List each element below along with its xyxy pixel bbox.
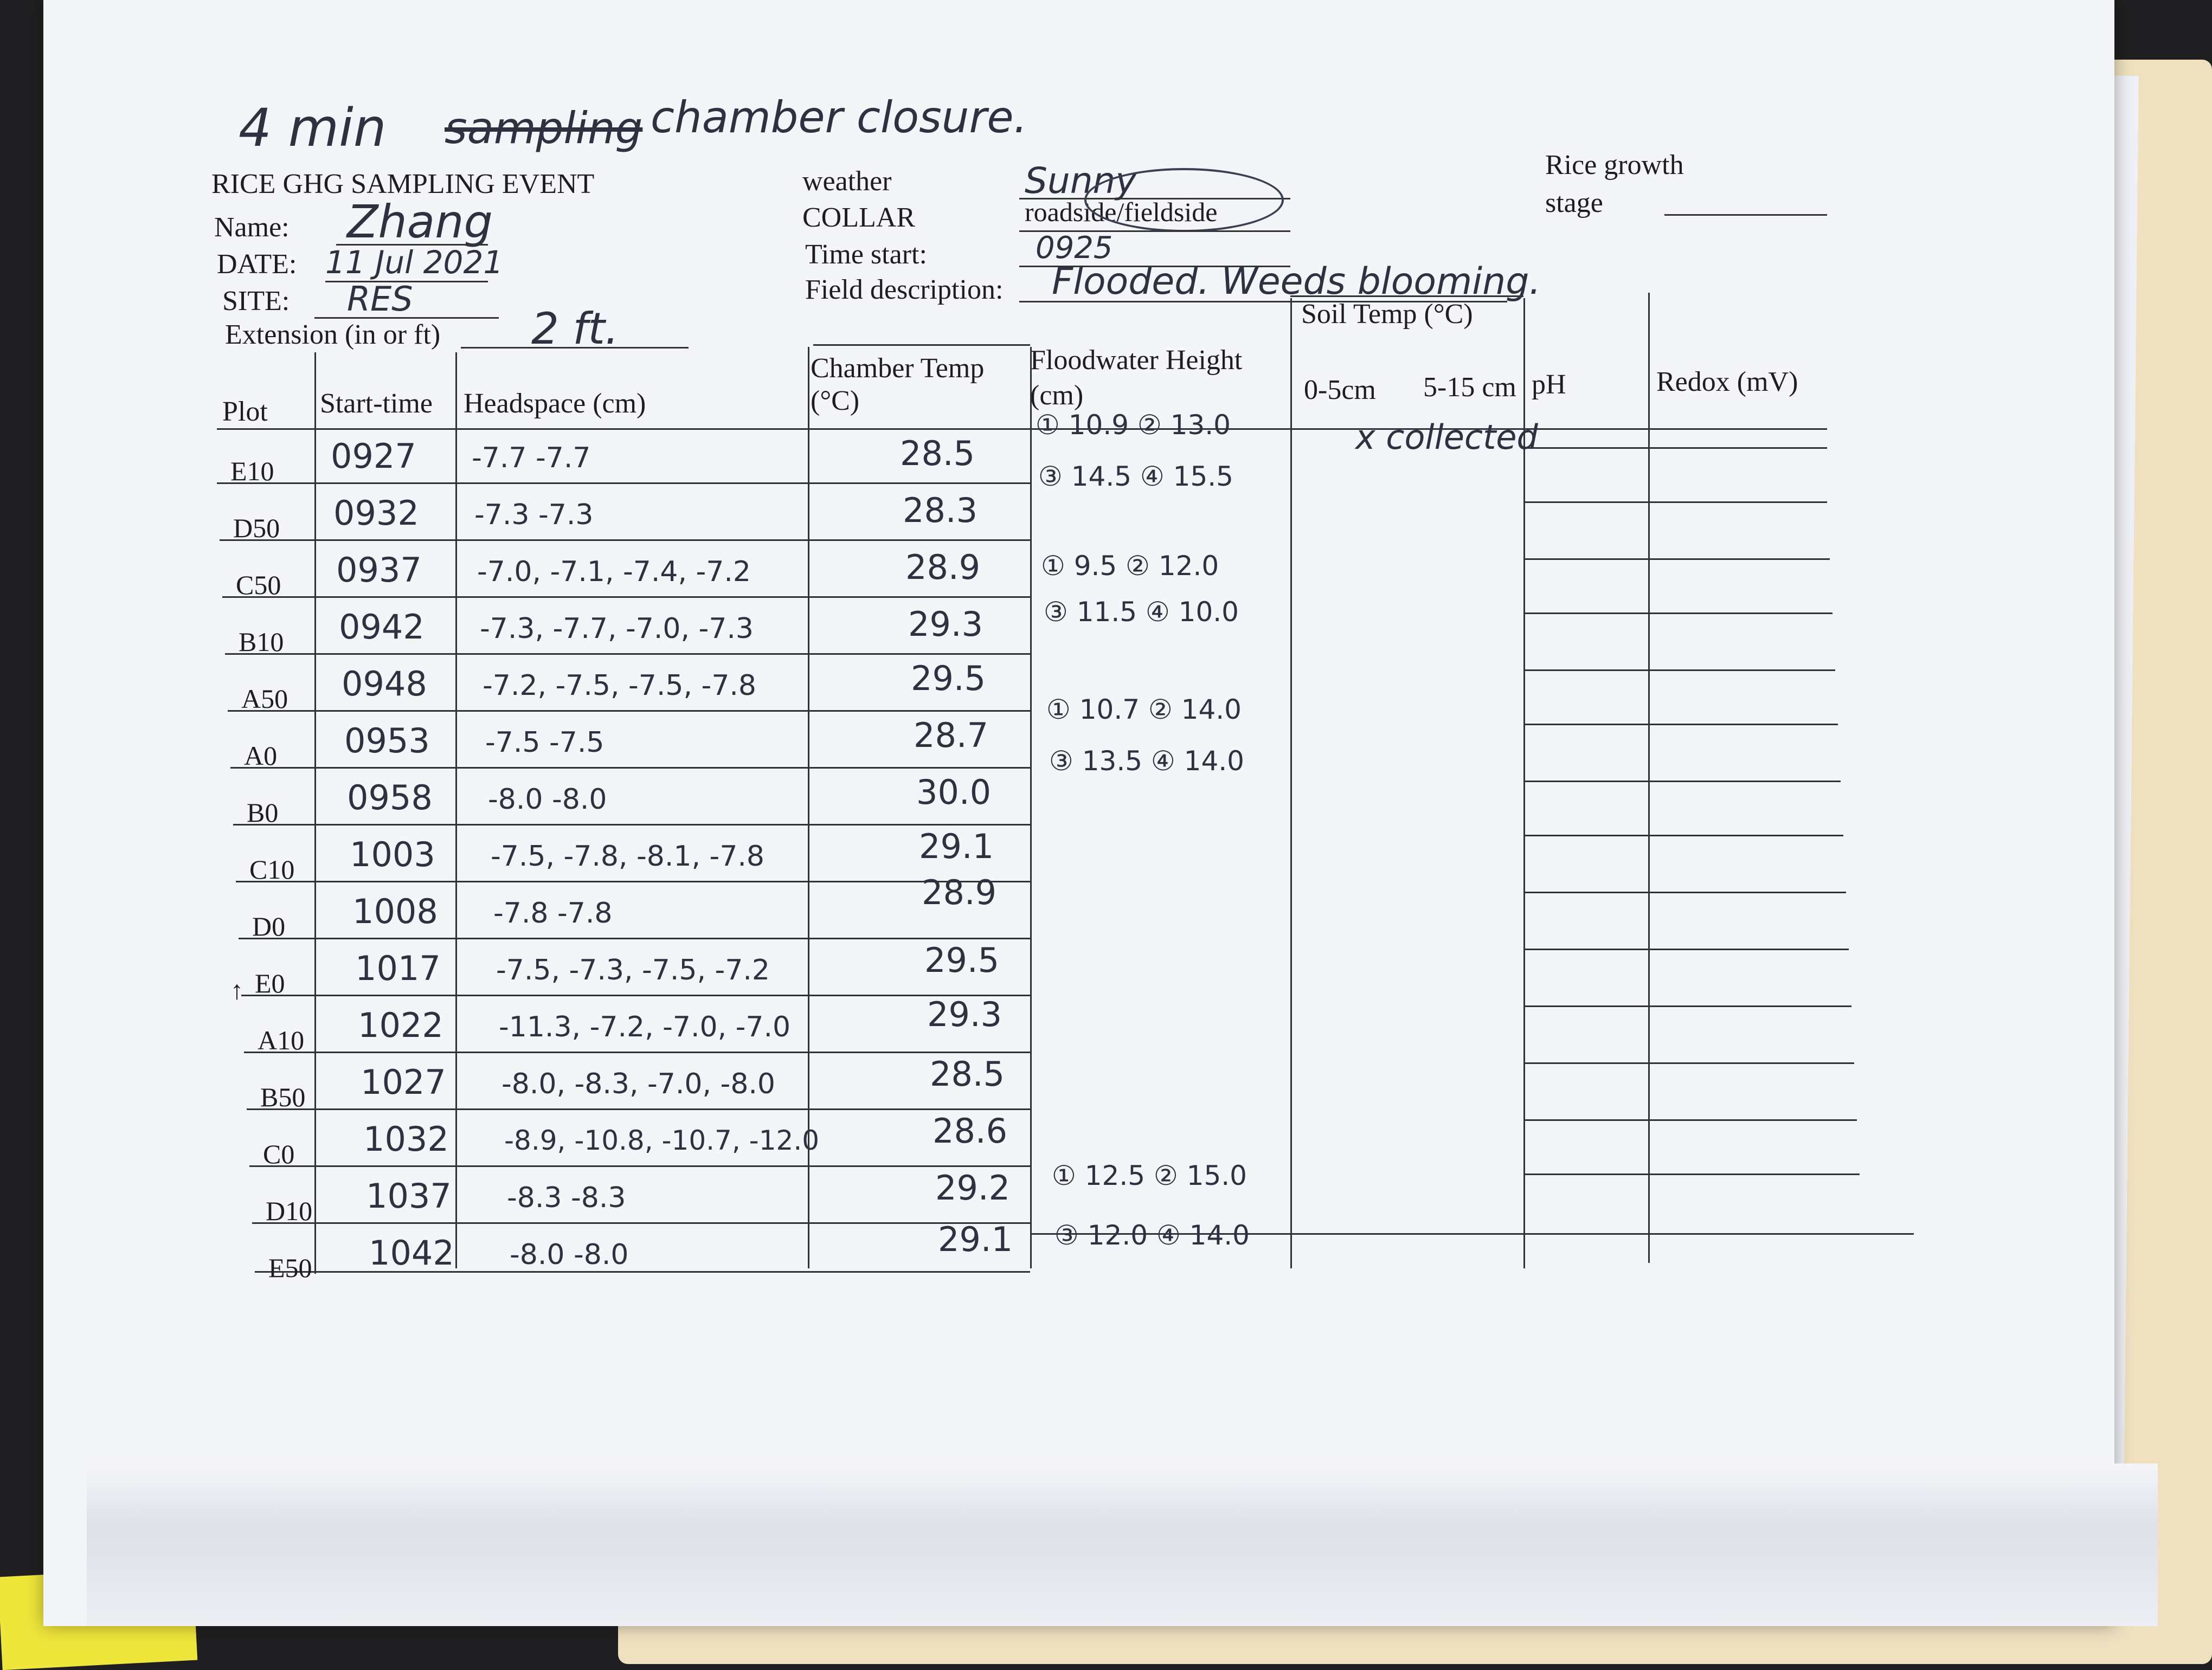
start-time: 1003 [350,835,435,874]
field-description-label: Field description: [805,274,1004,305]
headspace-value: -7.3, -7.7, -7.0, -7.3 [480,612,754,645]
time-start-value: 0925 [1036,230,1113,266]
note-suffix: chamber closure. [651,92,1028,143]
plot-label: B0 [247,797,279,828]
chamber-temp-value: 28.9 [922,873,997,912]
chamber-temp-value: 28.6 [933,1111,1008,1151]
name-label: Name: [214,212,290,243]
floodwater-reading: ① 10.7 ② 14.0 [1046,694,1242,725]
collar-label: COLLAR [802,202,915,233]
plot-label: E50 [268,1253,312,1283]
start-time: 0948 [342,664,427,704]
field-description-value: Flooded. Weeds blooming. [1052,260,1541,303]
header-floodwater-unit: (cm) [1030,380,1084,411]
plot-label: C50 [236,570,281,600]
plot-label: E0 [255,968,285,998]
floodwater-reading: ① 9.5 ② 12.0 [1041,550,1219,582]
plot-label: E10 [230,456,274,486]
floodwater-reading: ③ 12.0 ④ 14.0 [1054,1220,1250,1251]
start-time: 1017 [355,949,441,988]
headspace-value: -7.8 -7.8 [493,897,613,930]
note-struck: sampling [445,103,643,153]
note-prefix: 4 min [239,98,387,158]
header-start-time: Start-time [320,388,433,419]
start-time: 1042 [369,1233,454,1273]
date-value: 11 Jul 2021 [325,244,504,281]
plot-label: D0 [252,911,286,942]
time-start-label: Time start: [805,239,927,270]
stage-label: stage [1545,188,1603,218]
collar-value: roadside/fieldside [1025,197,1218,227]
folded-bottom-edge [87,1463,2158,1626]
chamber-temp-value: 29.1 [919,827,994,866]
name-value: Zhang [347,195,493,248]
start-time: 0927 [331,436,416,476]
header-soil-5-15cm: 5-15 cm [1423,372,1516,403]
header-chamber-temp: Chamber Temp [811,353,985,384]
headspace-value: -8.0 -8.0 [488,783,607,816]
header-floodwater: Floodwater Height [1030,345,1243,376]
chamber-temp-value: 28.5 [930,1054,1005,1094]
headspace-value: -7.5, -7.3, -7.5, -7.2 [496,954,770,986]
plot-label: D10 [266,1196,313,1226]
start-time: 1022 [358,1005,443,1045]
chamber-temp-value: 29.3 [927,995,1002,1034]
chamber-temp-value: 29.5 [924,940,1000,980]
floodwater-reading: ③ 14.5 ④ 15.5 [1038,461,1233,492]
start-time: 1037 [366,1176,452,1216]
header-soil-temp: Soil Temp (°C) [1301,299,1473,330]
headspace-value: -8.9, -10.8, -10.7, -12.0 [504,1125,820,1156]
headspace-value: -8.3 -8.3 [507,1182,626,1214]
floodwater-reading: ③ 13.5 ④ 14.0 [1049,745,1244,777]
weather-value: Sunny [1025,160,1137,202]
header-soil-0-5cm: 0-5cm [1304,375,1376,405]
start-time: 0953 [344,721,430,760]
form-title: RICE GHG SAMPLING EVENT [211,169,595,199]
headspace-value: -7.3 -7.3 [474,499,594,531]
collar-circle [1084,168,1284,232]
plot-label: A50 [241,684,288,714]
start-time: 1027 [361,1062,446,1102]
floodwater-reading: ③ 11.5 ④ 10.0 [1044,596,1239,628]
soil-temp-note: x collected [1355,417,1538,457]
start-time: 0958 [347,778,433,817]
rice-growth-label: Rice growth [1545,150,1684,180]
date-label: DATE: [217,249,297,280]
header-ph: pH [1532,369,1566,400]
header-headspace: Headspace (cm) [464,388,646,419]
headspace-value: -11.3, -7.2, -7.0, -7.0 [499,1011,791,1043]
chamber-temp-value: 29.3 [908,604,983,644]
chamber-temp-value: 28.3 [903,491,978,530]
header-chamber-temp-unit: (°C) [811,385,860,416]
start-time: 0937 [336,550,422,590]
header-redox: Redox (mV) [1656,366,1798,397]
plot-label: D50 [233,513,280,543]
header-plot: Plot [222,396,268,427]
chamber-temp-value: 30.0 [916,772,992,812]
headspace-value: -7.2, -7.5, -7.5, -7.8 [483,669,757,702]
chamber-temp-value: 28.9 [905,547,981,587]
arrow-mark-icon: ↑ [230,976,243,1005]
extension-value: 2 ft. [531,304,619,354]
site-value: RES [347,279,413,319]
start-time: 0942 [339,607,425,647]
headspace-value: -8.0 -8.0 [510,1239,629,1271]
chamber-temp-value: 29.2 [935,1168,1011,1208]
chamber-temp-value: 28.5 [900,434,975,473]
plot-label: C10 [249,854,295,885]
headspace-value: -7.7 -7.7 [472,442,591,474]
plot-label: A10 [258,1025,305,1055]
start-time: 1008 [352,892,438,931]
site-label: SITE: [222,286,290,317]
plot-label: C0 [263,1139,295,1169]
headspace-value: -7.5 -7.5 [485,726,605,759]
plot-label: B50 [260,1082,306,1112]
start-time: 0932 [333,493,419,533]
sampling-form-sheet [43,0,2114,1626]
extension-label: Extension (in or ft) [225,319,441,350]
plot-label: B10 [239,627,284,657]
floodwater-reading: ① 12.5 ② 15.0 [1052,1160,1247,1191]
headspace-value: -7.0, -7.1, -7.4, -7.2 [477,556,751,588]
plot-label: A0 [244,740,278,771]
chamber-temp-value: 29.1 [938,1220,1013,1259]
headspace-value: -8.0, -8.3, -7.0, -8.0 [501,1068,776,1100]
chamber-temp-value: 29.5 [911,659,986,698]
start-time: 1032 [363,1119,449,1159]
floodwater-reading: ① 10.9 ② 13.0 [1036,409,1231,441]
headspace-value: -7.5, -7.8, -8.1, -7.8 [491,840,765,873]
chamber-temp-value: 28.7 [914,715,989,755]
weather-label: weather [802,166,892,197]
